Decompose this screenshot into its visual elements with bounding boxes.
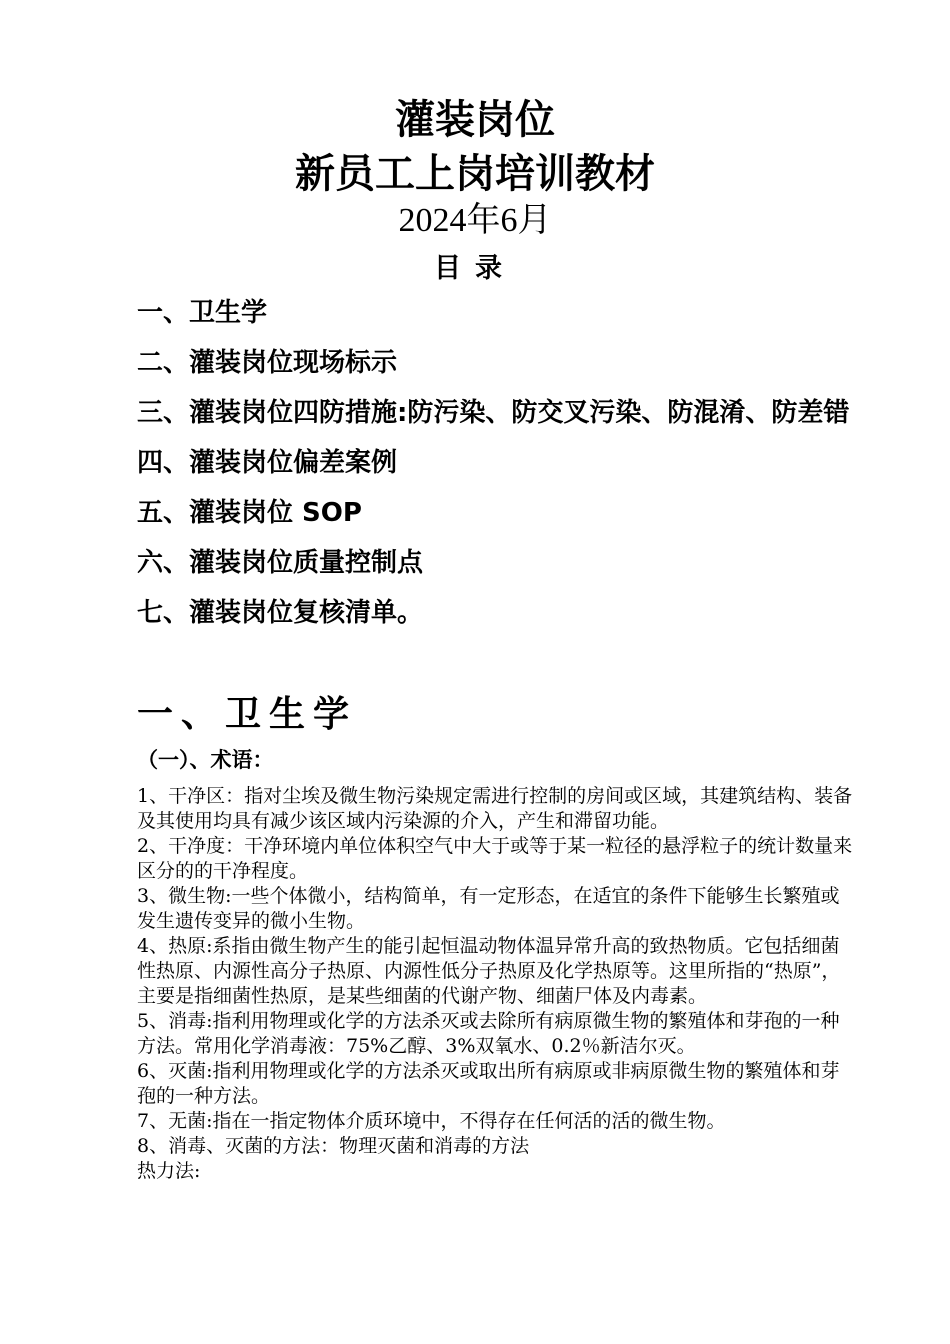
- paragraph: 2、干净度：干净环境内单位体积空气中大于或等于某一粒径的悬浮粒子的统计数量来区分的的干净程度。: [137, 835, 853, 882]
- document-title-line2: 新员工上岗培训教材: [295, 151, 655, 197]
- paragraph: 6、灭菌:指利用物理或化学的方法杀灭或取出所有病原或非病原微生物的繁殖体和芽孢的一种方法。: [137, 1060, 840, 1107]
- toc-item: 五、灌装岗位 SOP: [137, 498, 362, 528]
- paragraph: 7、无菌:指在一指定物体介质环境中，不得存在任何活的活的微生物。: [137, 1110, 726, 1132]
- paragraph: 热力法:: [137, 1160, 201, 1182]
- paragraph: 3、微生物:一些个体微小，结构简单，有一定形态，在适宜的条件下能够生长繁殖或发生遗传变异的微小生物。: [137, 885, 840, 932]
- document-title-line1: 灌装岗位: [395, 97, 555, 143]
- toc-item: 七、灌装岗位复核清单。: [137, 598, 424, 628]
- toc-heading: 目录: [434, 253, 516, 284]
- paragraph: 4、热原:系指由微生物产生的能引起恒温动物体温异常升高的致热物质。它包括细菌性热原、内源性高分子热原、内源性低分子热原及化学热原等。这里所指的“热原”，主要是指细菌性热原，是某些细菌的代谢产物、细菌尸体及内毒素。: [137, 935, 841, 1007]
- subsection-title: （一）、术语：: [137, 748, 274, 772]
- paragraph: 5、消毒:指利用物理或化学的方法杀灭或去除所有病原微生物的繁殖体和芽孢的一种方法。常用化学消毒液：75%乙醇、3%双氧水、0.2％新洁尔灭。: [137, 1010, 840, 1057]
- section-body: [137, 784, 857, 1184]
- toc-item: 三、灌装岗位四防措施:防污染、防交叉污染、防混淆、防差错: [137, 398, 850, 428]
- paragraph: 8、消毒、灭菌的方法：物理灭菌和消毒的方法: [137, 1135, 530, 1157]
- toc-item: 一、卫生学: [137, 298, 268, 328]
- section-title: 一、卫生学: [137, 694, 358, 735]
- toc-item: 四、灌装岗位偏差案例: [137, 448, 398, 478]
- toc-item: 二、灌装岗位现场标示: [137, 348, 398, 378]
- toc-item: 六、灌装岗位质量控制点: [137, 548, 424, 578]
- paragraph: 1、干净区：指对尘埃及微生物污染规定需进行控制的房间或区域，其建筑结构、装备及其使用均具有减少该区域内污染源的介入，产生和滞留功能。: [137, 785, 853, 832]
- table-of-contents: [137, 288, 857, 638]
- document-date: 2024年6月: [398, 202, 552, 239]
